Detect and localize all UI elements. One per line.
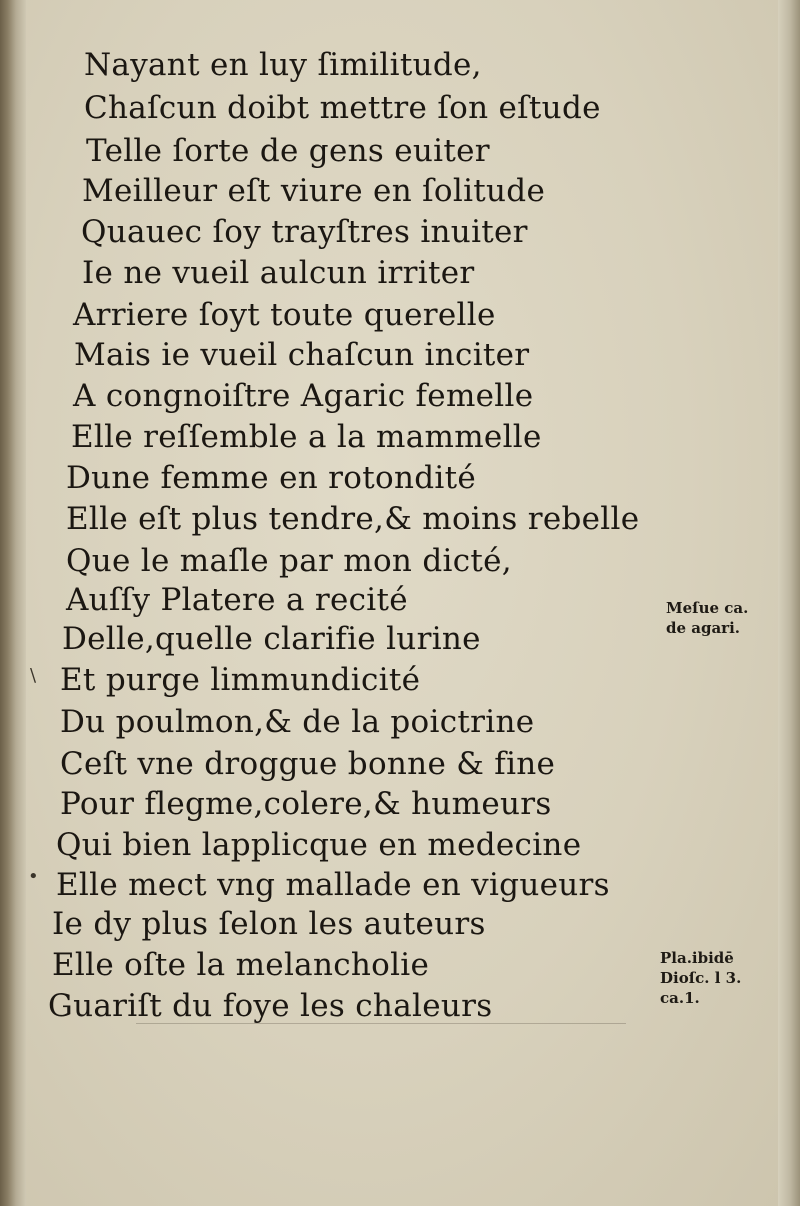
margin-note-line: ca.1. (660, 989, 700, 1007)
verse-line: Telle ſorte de gens euiter (86, 133, 490, 169)
verse-line: Et purge limmundicité (60, 662, 421, 698)
verse-line: Ie ne vueil aulcun irriter (82, 255, 475, 291)
verse-line: Que le maſle par mon dicté, (66, 543, 512, 579)
verse-line: Auſſy Platere a recité (66, 582, 408, 618)
verse-line: Pour flegme,colere,& humeurs (60, 786, 552, 822)
margin-note (666, 598, 748, 638)
margin-note (660, 948, 741, 1008)
verse-line: Delle,quelle clarifie lurine (62, 621, 481, 657)
verse-line: Elle oſte la melancholie (52, 947, 430, 983)
verse-line: Elle eſt plus tendre,& moins rebelle (66, 501, 640, 537)
page-edge (778, 0, 800, 1206)
margin-note-line: de agari. (666, 619, 741, 637)
verse-line: Quauec ſoy trayſtres inuiter (81, 214, 528, 250)
ink-dot-mark: • (28, 866, 39, 887)
verse-line: Meilleur eſt viure en ſolitude (82, 173, 546, 209)
verse-line: Chaſcun doibt mettre ſon eſtude (84, 90, 601, 126)
verse-line: Du poulmon,& de la poictrine (60, 704, 535, 740)
verse-line: Elle reſſemble a la mammelle (71, 419, 542, 455)
verse-line: Guariſt du foye les chaleurs (48, 988, 493, 1024)
verse-block (26, 0, 666, 1060)
text-baseline-rule (136, 1023, 626, 1024)
verse-line: A congnoiſtre Agaric femelle (73, 378, 534, 414)
verse-line: Ie dy plus ſelon les auteurs (52, 906, 486, 942)
book-page (26, 0, 778, 1206)
verse-line: Mais ie vueil chaſcun inciter (74, 337, 530, 373)
book-gutter (0, 0, 26, 1206)
margin-note-line: Dioſc. l 3. (660, 969, 742, 987)
stray-stroke-mark: \ (30, 665, 37, 686)
verse-line: Arriere ſoyt toute querelle (73, 297, 496, 333)
margin-note-line: Meſue ca. (666, 599, 749, 617)
verse-line: Qui bien lapplicque en medecine (56, 827, 582, 863)
verse-line: Dune femme en rotondité (66, 460, 476, 496)
margin-note-line: Pla.ibidē (660, 949, 734, 967)
verse-line: Elle mect vng mallade en vigueurs (56, 867, 610, 903)
verse-line: Ceſt vne droggue bonne & fine (60, 746, 556, 782)
verse-line: Nayant en luy ſimilitude, (84, 47, 482, 83)
